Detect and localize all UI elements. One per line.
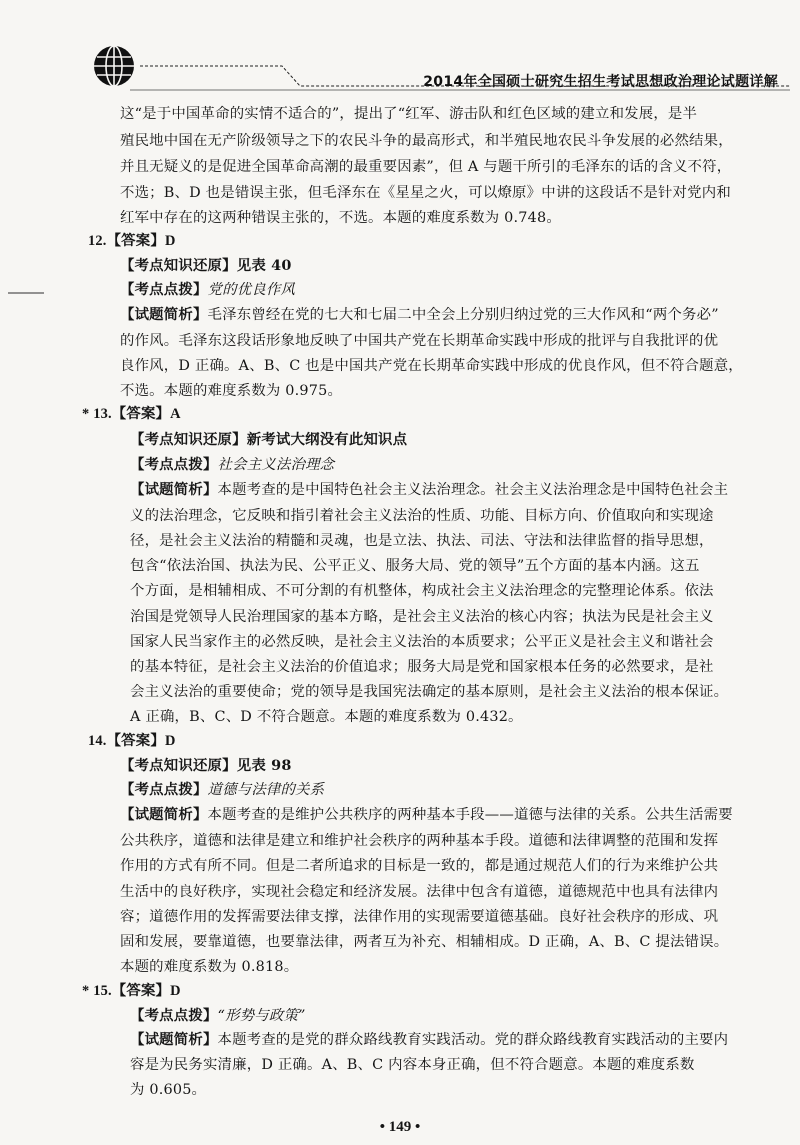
continuation-line: 并且无疑义的是促进全国革命高潮的最重要因素”，但 A 与题干所引的毛泽东的话的含义不符，	[120, 159, 732, 175]
analysis-label: 【试题简析】	[120, 306, 208, 323]
page-header	[0, 0, 800, 100]
analysis-line: 本题的难度系数为 0.818。	[120, 959, 299, 975]
continuation-line: 这“是于中国革命的实情不适合的”，提出了“红军、游击队和红色区域的建立和发展，是半	[120, 106, 698, 122]
globe-logo-icon	[92, 44, 136, 88]
analysis-line: 的作风。毛泽东这段话形象地反映了中国共产党在长期革命实践中形成的批评与自我批评的优	[120, 333, 719, 349]
knowledge-label: 【考点知识还原】	[130, 431, 247, 448]
analysis-label: 【试题简析】	[130, 1031, 218, 1048]
point-label: 【考点点拨】	[130, 1007, 218, 1024]
analysis-line: 包含“依法治国、执法为民、公平正义、服务大局、党的领导”五个方面的基本内涵。这五	[130, 558, 700, 574]
analysis-line: 本题考查的是维护公共秩序的两种基本手段——道德与法律的关系。公共生活需要	[207, 807, 733, 823]
point-label: 【考点点拨】	[120, 281, 208, 298]
analysis-line: 本题考查的是中国特色社会主义法治理念。社会主义法治理念是中国特色社会主	[217, 482, 729, 498]
analysis-line: 本题考查的是党的群众路线教育实践活动。党的群众路线教育实践活动的主要内	[217, 1032, 729, 1048]
analysis-14	[120, 806, 733, 824]
knowledge-value: 见表 40	[236, 257, 292, 274]
margin-mark	[8, 291, 44, 295]
analysis-line: 生活中的良好秩序，实现社会稳定和经济发展。法律中包含有道德，道德规范中也具有法律内	[120, 884, 719, 900]
analysis-line: 为 0.605。	[130, 1082, 207, 1098]
knowledge-label: 【考点知识还原】	[120, 257, 237, 274]
point-value: 党的优良作风	[207, 282, 296, 298]
page-number: • 149 •	[379, 1119, 421, 1135]
analysis-line: 良作风，D 正确。A、B、C 也是中国共产党在长期革命实践中形成的优良作风，但不符合题意，	[120, 358, 743, 374]
knowledge-14	[120, 757, 292, 775]
analysis-line: 公共秩序，道德和法律是建立和维护社会秩序的两种基本手段。道德和法律调整的范围和发挥	[120, 833, 719, 849]
point-label: 【考点点拨】	[120, 781, 208, 798]
analysis-line: 会主义法治的重要使命；党的领导是我国宪法确定的基本原则，是社会主义法治的根本保证。	[130, 684, 729, 700]
analysis-line: 个方面，是相辅相成、不可分割的有机整体，构成社会主义法治理念的完整理论体系。依法	[130, 583, 714, 599]
answer-14: 14.【答案】D	[88, 733, 176, 749]
knowledge-12	[120, 257, 292, 275]
analysis-12	[120, 306, 719, 324]
analysis-line: 径，是社会主义法治的精髓和灵魂，也是立法、执法、司法、守法和法律监督的指导思想，	[130, 533, 714, 549]
point-value: “形势与政策”	[217, 1008, 306, 1024]
knowledge-label: 【考点知识还原】	[120, 757, 237, 774]
analysis-15	[130, 1031, 728, 1049]
knowledge-13	[130, 431, 407, 449]
analysis-line: 固和发展，要靠道德，也要靠法律，两者互为补充、相辅相成。D 正确，A、B、C 提法错误。	[120, 934, 729, 950]
analysis-line: 作用的方式有所不同。但是二者所追求的目标是一致的，都是通过规范人们的行为来维护公共	[120, 858, 719, 874]
analysis-line: 容是为民务实清廉，D 正确。A、B、C 内容本身正确，但不符合题意。本题的难度系数	[130, 1057, 695, 1073]
point-12	[120, 281, 295, 299]
point-13	[130, 456, 334, 474]
point-value: 道德与法律的关系	[207, 782, 325, 798]
analysis-line: 容；道德作用的发挥需要法律支撑，法律作用的实现需要道德基础。良好社会秩序的形成、巩	[120, 909, 719, 925]
continuation-line: 不选；B、D 也是错误主张，但毛泽东在《星星之火，可以燎原》中讲的这段话不是针对党内和	[120, 185, 731, 201]
knowledge-value: 见表 98	[236, 757, 292, 774]
continuation-line: 殖民地中国在无产阶级领导之下的农民斗争的最高形式，和半殖民地农民斗争发展的必然结果，	[120, 133, 733, 149]
book-title: 2014年全国硕士研究生招生考试思想政治理论试题详解	[423, 74, 778, 90]
analysis-line: 毛泽东曾经在党的七大和七届二中全会上分别归纳过党的三大作风和“两个务必”	[207, 307, 719, 323]
continuation-line: 红军中存在的这两种错误主张的，不选。本题的难度系数为 0.748。	[120, 210, 561, 226]
analysis-line: 治国是党领导人民治理国家的基本方略，是社会主义法治的核心内容；执法为民是社会主义	[130, 609, 714, 625]
answer-13: * 13.【答案】A	[82, 406, 181, 422]
analysis-line: 的基本特征，是社会主义法治的价值追求；服务大局是党和国家根本任务的必然要求，是社	[130, 659, 714, 675]
analysis-line: A 正确，B、C、D 不符合题意。本题的难度系数为 0.432。	[130, 709, 523, 725]
answer-12: 12.【答案】D	[88, 233, 176, 249]
analysis-label: 【试题简析】	[130, 481, 218, 498]
knowledge-value: 新考试大纲没有此知识点	[246, 431, 408, 448]
point-15	[130, 1007, 306, 1025]
analysis-line: 国家人民当家作主的必然反映，是社会主义法治的本质要求；公平正义是社会主义和谐社会	[130, 634, 714, 650]
analysis-13	[130, 481, 728, 499]
analysis-label: 【试题简析】	[120, 806, 208, 823]
point-label: 【考点点拨】	[130, 456, 218, 473]
answer-15: * 15.【答案】D	[82, 983, 181, 999]
point-14	[120, 781, 324, 799]
analysis-line: 不选。本题的难度系数为 0.975。	[120, 383, 343, 399]
point-value: 社会主义法治理念	[217, 457, 335, 473]
analysis-line: 义的法治理念，它反映和指引着社会主义法治的性质、功能、目标方向、价值取向和实现途	[130, 508, 714, 524]
